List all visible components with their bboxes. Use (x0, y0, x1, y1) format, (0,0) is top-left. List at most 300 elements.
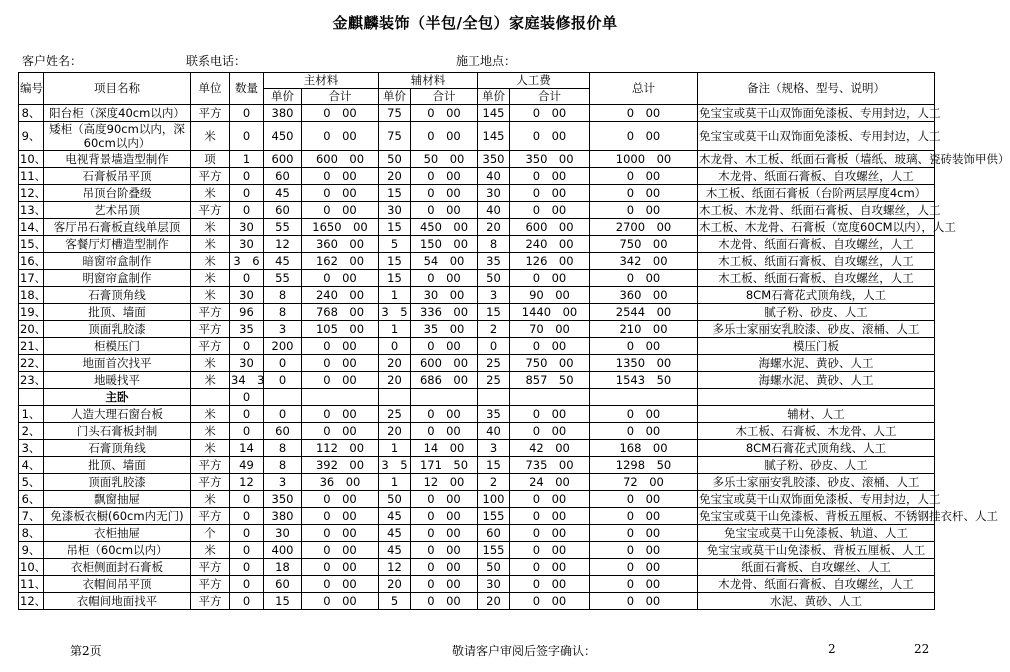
empty-cell (19, 389, 44, 406)
item-name: 衣帽间吊平顶 (44, 576, 191, 593)
main-sum: 392 00 (302, 457, 379, 474)
row-no: 16、 (20, 253, 47, 268)
aux-price: 25 (379, 406, 411, 423)
row-no: 10、 (20, 559, 47, 574)
total: 0 00 (590, 542, 698, 559)
row-no: 3、 (19, 440, 44, 457)
aux-sum: 0 00 (411, 559, 478, 576)
empty-cell (302, 389, 379, 406)
unit: 米 (191, 253, 230, 270)
labor-price: 3 (478, 440, 510, 457)
quantity: 0 (230, 406, 264, 423)
labor-sum: 0 00 (510, 202, 590, 219)
labor-price: 40 (478, 202, 510, 219)
main-sum: 0 00 (302, 372, 379, 389)
remark: 模压门板 (698, 338, 935, 355)
header-no: 编号 (19, 73, 44, 105)
header-labor-sum: 合计 (510, 89, 590, 105)
remark: 木工板、木龙骨、石膏板（宽度60CM以内），人工 (699, 219, 956, 234)
total: 0 00 (590, 338, 698, 355)
aux-sum: 336 00 (411, 304, 478, 321)
quantity: 30 (230, 236, 264, 253)
total: 1350 00 (590, 355, 698, 372)
empty-cell (411, 389, 478, 406)
aux-price: 20 (379, 168, 411, 185)
labor-sum: 24 00 (510, 474, 590, 491)
row-no: 22、 (20, 355, 47, 370)
main-price: 60 (264, 168, 302, 185)
labor-sum: 0 00 (510, 593, 590, 610)
table-row (19, 202, 935, 219)
labor-sum: 0 00 (510, 559, 590, 576)
table-row (19, 457, 935, 474)
unit: 米 (191, 122, 230, 151)
main-sum: 0 00 (302, 508, 379, 525)
total: 0 00 (590, 105, 698, 122)
aux-sum: 0 00 (411, 168, 478, 185)
item-name: 地面首次找平 (44, 355, 191, 372)
item-name: 客厅吊石膏板直线单层顶 (44, 219, 191, 236)
table-row (19, 253, 935, 270)
labor-sum: 240 00 (510, 236, 590, 253)
main-sum: 36 00 (302, 474, 379, 491)
row-no: 1、 (19, 406, 44, 423)
customer-name-label: 客户姓名： (22, 54, 83, 68)
row-no: 9、 (19, 122, 44, 151)
footer-sign: 敬请客户审阅后签字确认： (452, 644, 597, 658)
aux-price: 20 (379, 576, 411, 593)
quantity: 34 3 (231, 372, 265, 387)
labor-price: 3 (478, 287, 510, 304)
header-aux-price: 单价 (379, 89, 411, 105)
total: 0 00 (590, 185, 698, 202)
main-price: 380 (264, 105, 302, 122)
aux-sum: 150 00 (411, 236, 478, 253)
labor-sum: 0 00 (510, 525, 590, 542)
empty-cell (264, 389, 302, 406)
total: 750 00 (590, 236, 698, 253)
labor-price: 2 (478, 474, 510, 491)
item-name: 衣柜抽屉 (44, 525, 191, 542)
unit: 米 (191, 440, 230, 457)
aux-price: 20 (379, 423, 411, 440)
main-sum: 0 00 (302, 338, 379, 355)
row-no: 14、 (20, 219, 47, 234)
main-sum: 240 00 (302, 287, 379, 304)
quantity: 30 (230, 219, 264, 236)
table-row (19, 287, 935, 304)
aux-sum: 0 00 (411, 270, 478, 287)
unit: 平方 (191, 559, 230, 576)
header-item: 项目名称 (44, 73, 191, 105)
item-name: 石膏板吊平顶 (44, 168, 191, 185)
aux-sum: 0 00 (411, 576, 478, 593)
labor-price: 350 (478, 151, 510, 168)
main-sum: 0 00 (302, 355, 379, 372)
aux-price: 45 (379, 508, 411, 525)
aux-price: 50 (379, 491, 411, 508)
total: 360 00 (590, 287, 698, 304)
quantity: 30 (230, 287, 264, 304)
remark: 腻子粉、砂皮、人工 (698, 457, 935, 474)
quantity: 0 (230, 168, 264, 185)
quantity: 0 (230, 576, 264, 593)
aux-sum: 0 00 (411, 491, 478, 508)
header-aux: 辅材料 (379, 73, 478, 89)
header-qty: 数量 (230, 73, 264, 105)
unit: 米 (191, 236, 230, 253)
table-row (19, 236, 935, 253)
aux-sum: 0 00 (411, 202, 478, 219)
unit: 米 (191, 423, 230, 440)
header-labor: 人工费 (478, 73, 590, 89)
labor-sum: 0 00 (510, 105, 590, 122)
labor-sum: 70 00 (510, 321, 590, 338)
quantity: 0 (230, 559, 264, 576)
item-name: 客餐厅灯槽造型制作 (44, 236, 191, 253)
row-no: 7、 (19, 508, 44, 525)
aux-sum: 0 00 (411, 423, 478, 440)
main-sum: 0 00 (302, 525, 379, 542)
remark: 木龙骨、纸面石膏板、自攻螺丝，人工 (698, 236, 935, 253)
quantity: 0 (230, 508, 264, 525)
aux-sum: 450 00 (411, 219, 478, 236)
quantity: 0 (230, 525, 264, 542)
section-qty: 0 (230, 389, 264, 406)
labor-sum: 1440 00 (510, 304, 590, 321)
main-sum: 360 00 (302, 236, 379, 253)
item-name: 顶面乳胶漆 (44, 474, 191, 491)
table-row (19, 576, 935, 593)
remark: 木工板、纸面石膏板（台阶两层厚度4cm） (698, 185, 935, 202)
aux-sum: 0 00 (411, 593, 478, 610)
unit: 米 (191, 270, 230, 287)
item-name: 批顶、墙面 (44, 457, 191, 474)
row-no: 5、 (19, 474, 44, 491)
labor-price: 25 (478, 355, 510, 372)
labor-sum: 750 00 (510, 355, 590, 372)
table-row (19, 423, 935, 440)
aux-price: 30 (379, 202, 411, 219)
aux-sum: 0 00 (411, 122, 478, 151)
footer-page: 第2页 (70, 644, 102, 658)
table-row (19, 525, 935, 542)
remark: 木工板、纸面石膏板、自攻螺丝，人工 (698, 253, 935, 270)
quantity: 30 (230, 355, 264, 372)
header-main-price: 单价 (264, 89, 302, 105)
table-row (19, 491, 935, 508)
empty-cell (590, 389, 698, 406)
main-sum: 0 00 (302, 593, 379, 610)
labor-price: 2 (478, 321, 510, 338)
unit: 平方 (191, 304, 230, 321)
phone-label: 联系电话： (186, 54, 247, 68)
aux-price: 15 (379, 270, 411, 287)
empty-cell (698, 389, 935, 406)
item-name: 电视背景墙造型制作 (44, 151, 191, 168)
main-sum: 0 00 (302, 185, 379, 202)
row-no: 6、 (19, 491, 44, 508)
aux-price: 1 (379, 287, 411, 304)
main-sum: 0 00 (302, 202, 379, 219)
remark: 免宝宝或莫干山免漆板、背板五厘板、不锈钢挂衣杆、人工 (699, 508, 998, 523)
table-row (19, 542, 935, 559)
table-row (19, 372, 935, 389)
row-no: 15、 (20, 236, 47, 251)
table-row (19, 338, 935, 355)
remark: 海螺水泥、黄砂、人工 (698, 355, 935, 372)
main-sum: 112 00 (302, 440, 379, 457)
total: 0 00 (590, 168, 698, 185)
table-row (19, 219, 935, 236)
section-row (19, 389, 935, 406)
total: 2700 00 (590, 219, 698, 236)
main-price: 55 (264, 219, 302, 236)
main-price: 18 (264, 559, 302, 576)
labor-sum: 0 00 (510, 406, 590, 423)
quantity: 0 (230, 185, 264, 202)
unit: 米 (191, 491, 230, 508)
total: 168 00 (590, 440, 698, 457)
main-price: 0 (264, 372, 302, 389)
labor-price: 60 (478, 525, 510, 542)
row-no: 12、 (20, 185, 47, 200)
total: 210 00 (590, 321, 698, 338)
labor-sum: 0 00 (510, 168, 590, 185)
unit: 米 (191, 372, 230, 389)
labor-sum: 126 00 (510, 253, 590, 270)
main-price: 12 (264, 236, 302, 253)
remark: 免宝宝或莫干山双饰面免漆板、专用封边，人工 (698, 122, 935, 151)
row-no: 11、 (20, 168, 47, 183)
page-title: 金麒麟装饰（半包/全包）家庭装修报价单 (332, 14, 618, 32)
main-price: 45 (264, 185, 302, 202)
item-name: 免漆板衣橱(60cm内无门) (44, 508, 191, 525)
labor-sum: 90 00 (510, 287, 590, 304)
total: 342 00 (590, 253, 698, 270)
table-row (19, 270, 935, 287)
aux-sum: 12 00 (411, 474, 478, 491)
aux-price: 15 (379, 253, 411, 270)
labor-sum: 735 00 (510, 457, 590, 474)
quote-table (18, 72, 1010, 610)
remark: 木龙骨、纸面石膏板、自攻螺丝，人工 (698, 576, 935, 593)
table-row (19, 168, 935, 185)
total: 0 00 (590, 122, 698, 151)
total: 0 00 (590, 202, 698, 219)
main-sum: 0 00 (302, 542, 379, 559)
unit: 平方 (191, 508, 230, 525)
main-price: 3 (264, 321, 302, 338)
remark: 多乐士家丽安乳胶漆、砂皮、滚桶、人工 (698, 474, 935, 491)
remark: 木工板、木龙骨、纸面石膏板、自攻螺丝，人工 (699, 202, 941, 217)
total: 0 00 (590, 525, 698, 542)
aux-price: 45 (379, 542, 411, 559)
labor-price: 35 (478, 406, 510, 423)
section-label: 主卧 (44, 389, 191, 406)
labor-price: 30 (478, 185, 510, 202)
quantity: 35 (230, 321, 264, 338)
aux-sum: 0 00 (411, 406, 478, 423)
main-sum: 1650 00 (302, 219, 379, 236)
remark: 木龙骨、木工板、纸面石膏板（墙纸、玻璃、瓷砖装饰甲供） (699, 151, 1010, 166)
unit: 米 (191, 542, 230, 559)
remark: 免宝宝或莫干山免漆板、背板五厘板、人工 (698, 542, 935, 559)
empty-cell (191, 389, 230, 406)
aux-sum: 30 00 (411, 287, 478, 304)
row-no: 8、 (19, 525, 44, 542)
labor-sum: 0 00 (510, 185, 590, 202)
remark: 辅材、人工 (698, 406, 935, 423)
aux-price: 15 (379, 219, 411, 236)
header-main-sum: 合计 (302, 89, 379, 105)
labor-price: 15 (478, 457, 510, 474)
total: 0 00 (590, 559, 698, 576)
main-price: 30 (264, 525, 302, 542)
table-row (19, 304, 935, 321)
main-sum: 162 00 (302, 253, 379, 270)
item-name: 吊柜（60cm以内） (44, 542, 191, 559)
table-row (19, 185, 935, 202)
item-name: 石膏顶角线 (44, 440, 191, 457)
empty-cell (379, 389, 411, 406)
main-price: 0 (264, 406, 302, 423)
aux-price: 3 5 (379, 304, 411, 321)
item-name: 吊顶台阶叠级 (44, 185, 191, 202)
row-no: 17、 (20, 270, 47, 285)
aux-sum: 0 00 (411, 542, 478, 559)
quantity: 49 (230, 457, 264, 474)
quantity: 0 (230, 338, 264, 355)
labor-sum: 857 50 (510, 372, 590, 389)
aux-sum: 0 00 (411, 525, 478, 542)
total: 0 00 (590, 593, 698, 610)
labor-price: 50 (478, 270, 510, 287)
total: 2544 00 (590, 304, 698, 321)
item-name: 飘窗抽屉 (44, 491, 191, 508)
row-no: 21、 (20, 338, 47, 353)
main-sum: 0 00 (302, 122, 379, 151)
labor-price: 40 (478, 423, 510, 440)
aux-sum: 0 00 (411, 185, 478, 202)
main-sum: 0 00 (302, 576, 379, 593)
labor-sum: 0 00 (510, 338, 590, 355)
table-row (19, 321, 935, 338)
total: 0 00 (590, 270, 698, 287)
labor-sum: 42 00 (510, 440, 590, 457)
item-name: 艺术吊顶 (44, 202, 191, 219)
total: 0 00 (590, 406, 698, 423)
aux-price: 12 (379, 559, 411, 576)
item-name: 柜模压门 (44, 338, 191, 355)
aux-sum: 171 50 (411, 457, 478, 474)
item-name: 暗窗帘盒制作 (44, 253, 191, 270)
aux-price: 1 (379, 474, 411, 491)
aux-price: 20 (379, 372, 411, 389)
main-price: 60 (264, 576, 302, 593)
unit: 平方 (191, 321, 230, 338)
main-price: 600 (264, 151, 302, 168)
labor-price: 40 (478, 168, 510, 185)
quantity: 0 (230, 593, 264, 610)
main-sum: 0 00 (302, 559, 379, 576)
unit: 米 (191, 406, 230, 423)
remark: 免宝宝或莫干山免漆板、轨道、人工 (698, 525, 935, 542)
unit: 平方 (191, 105, 230, 122)
footer-num-1: 2 (828, 642, 836, 656)
table-row (19, 355, 935, 372)
aux-sum: 50 00 (411, 151, 478, 168)
row-no: 13、 (20, 202, 47, 217)
aux-sum: 35 00 (411, 321, 478, 338)
remark: 水泥、黄砂、人工 (698, 593, 935, 610)
table-row (19, 559, 935, 576)
row-no: 8、 (19, 105, 44, 122)
remark: 多乐士家丽安乳胶漆、砂皮、滚桶、人工 (698, 321, 935, 338)
header-row-1 (19, 73, 935, 89)
unit: 平方 (191, 474, 230, 491)
main-price: 55 (264, 270, 302, 287)
remark: 腻子粉、砂皮、人工 (698, 304, 935, 321)
remark: 木工板、纸面石膏板、自攻螺丝，人工 (698, 270, 935, 287)
aux-price: 15 (379, 185, 411, 202)
labor-price: 35 (478, 253, 510, 270)
item-name: 门头石膏板封制 (44, 423, 191, 440)
unit: 平方 (191, 457, 230, 474)
remark: 免宝宝或莫干山双饰面免漆板、专用封边，人工 (699, 105, 941, 120)
aux-price: 50 (379, 151, 411, 168)
main-price: 3 (264, 474, 302, 491)
table-row (19, 151, 935, 168)
item-name: 明窗帘盒制作 (44, 270, 191, 287)
remark: 纸面石膏板、自攻螺丝、人工 (698, 559, 935, 576)
labor-sum: 0 00 (510, 270, 590, 287)
labor-sum: 0 00 (510, 542, 590, 559)
main-price: 8 (264, 304, 302, 321)
quantity: 0 (230, 122, 264, 151)
quantity: 0 (230, 270, 264, 287)
main-sum: 768 00 (302, 304, 379, 321)
aux-sum: 0 00 (411, 105, 478, 122)
main-sum: 0 00 (302, 423, 379, 440)
total: 1298 50 (590, 457, 698, 474)
aux-sum: 0 00 (411, 338, 478, 355)
remark: 免宝宝或莫干山双饰面免漆板、专用封边，人工 (699, 491, 941, 506)
aux-price: 75 (379, 105, 411, 122)
main-price: 8 (264, 287, 302, 304)
quantity: 0 (230, 491, 264, 508)
item-name: 人造大理石窗台板 (44, 406, 191, 423)
unit: 米 (191, 219, 230, 236)
aux-price: 1 (379, 440, 411, 457)
aux-sum: 54 00 (411, 253, 478, 270)
quantity: 0 (230, 202, 264, 219)
labor-price: 145 (478, 122, 510, 151)
total: 0 00 (590, 576, 698, 593)
row-no: 23、 (20, 372, 47, 387)
aux-price: 20 (379, 355, 411, 372)
aux-price: 5 (379, 593, 411, 610)
quantity: 0 (230, 423, 264, 440)
table-row (19, 406, 935, 423)
labor-price: 25 (478, 372, 510, 389)
unit: 平方 (191, 338, 230, 355)
labor-sum: 0 00 (510, 491, 590, 508)
labor-price: 8 (478, 236, 510, 253)
main-sum: 0 00 (302, 491, 379, 508)
item-name: 阳台柜（深度40cm以内） (44, 105, 191, 122)
header-main: 主材料 (264, 73, 379, 89)
